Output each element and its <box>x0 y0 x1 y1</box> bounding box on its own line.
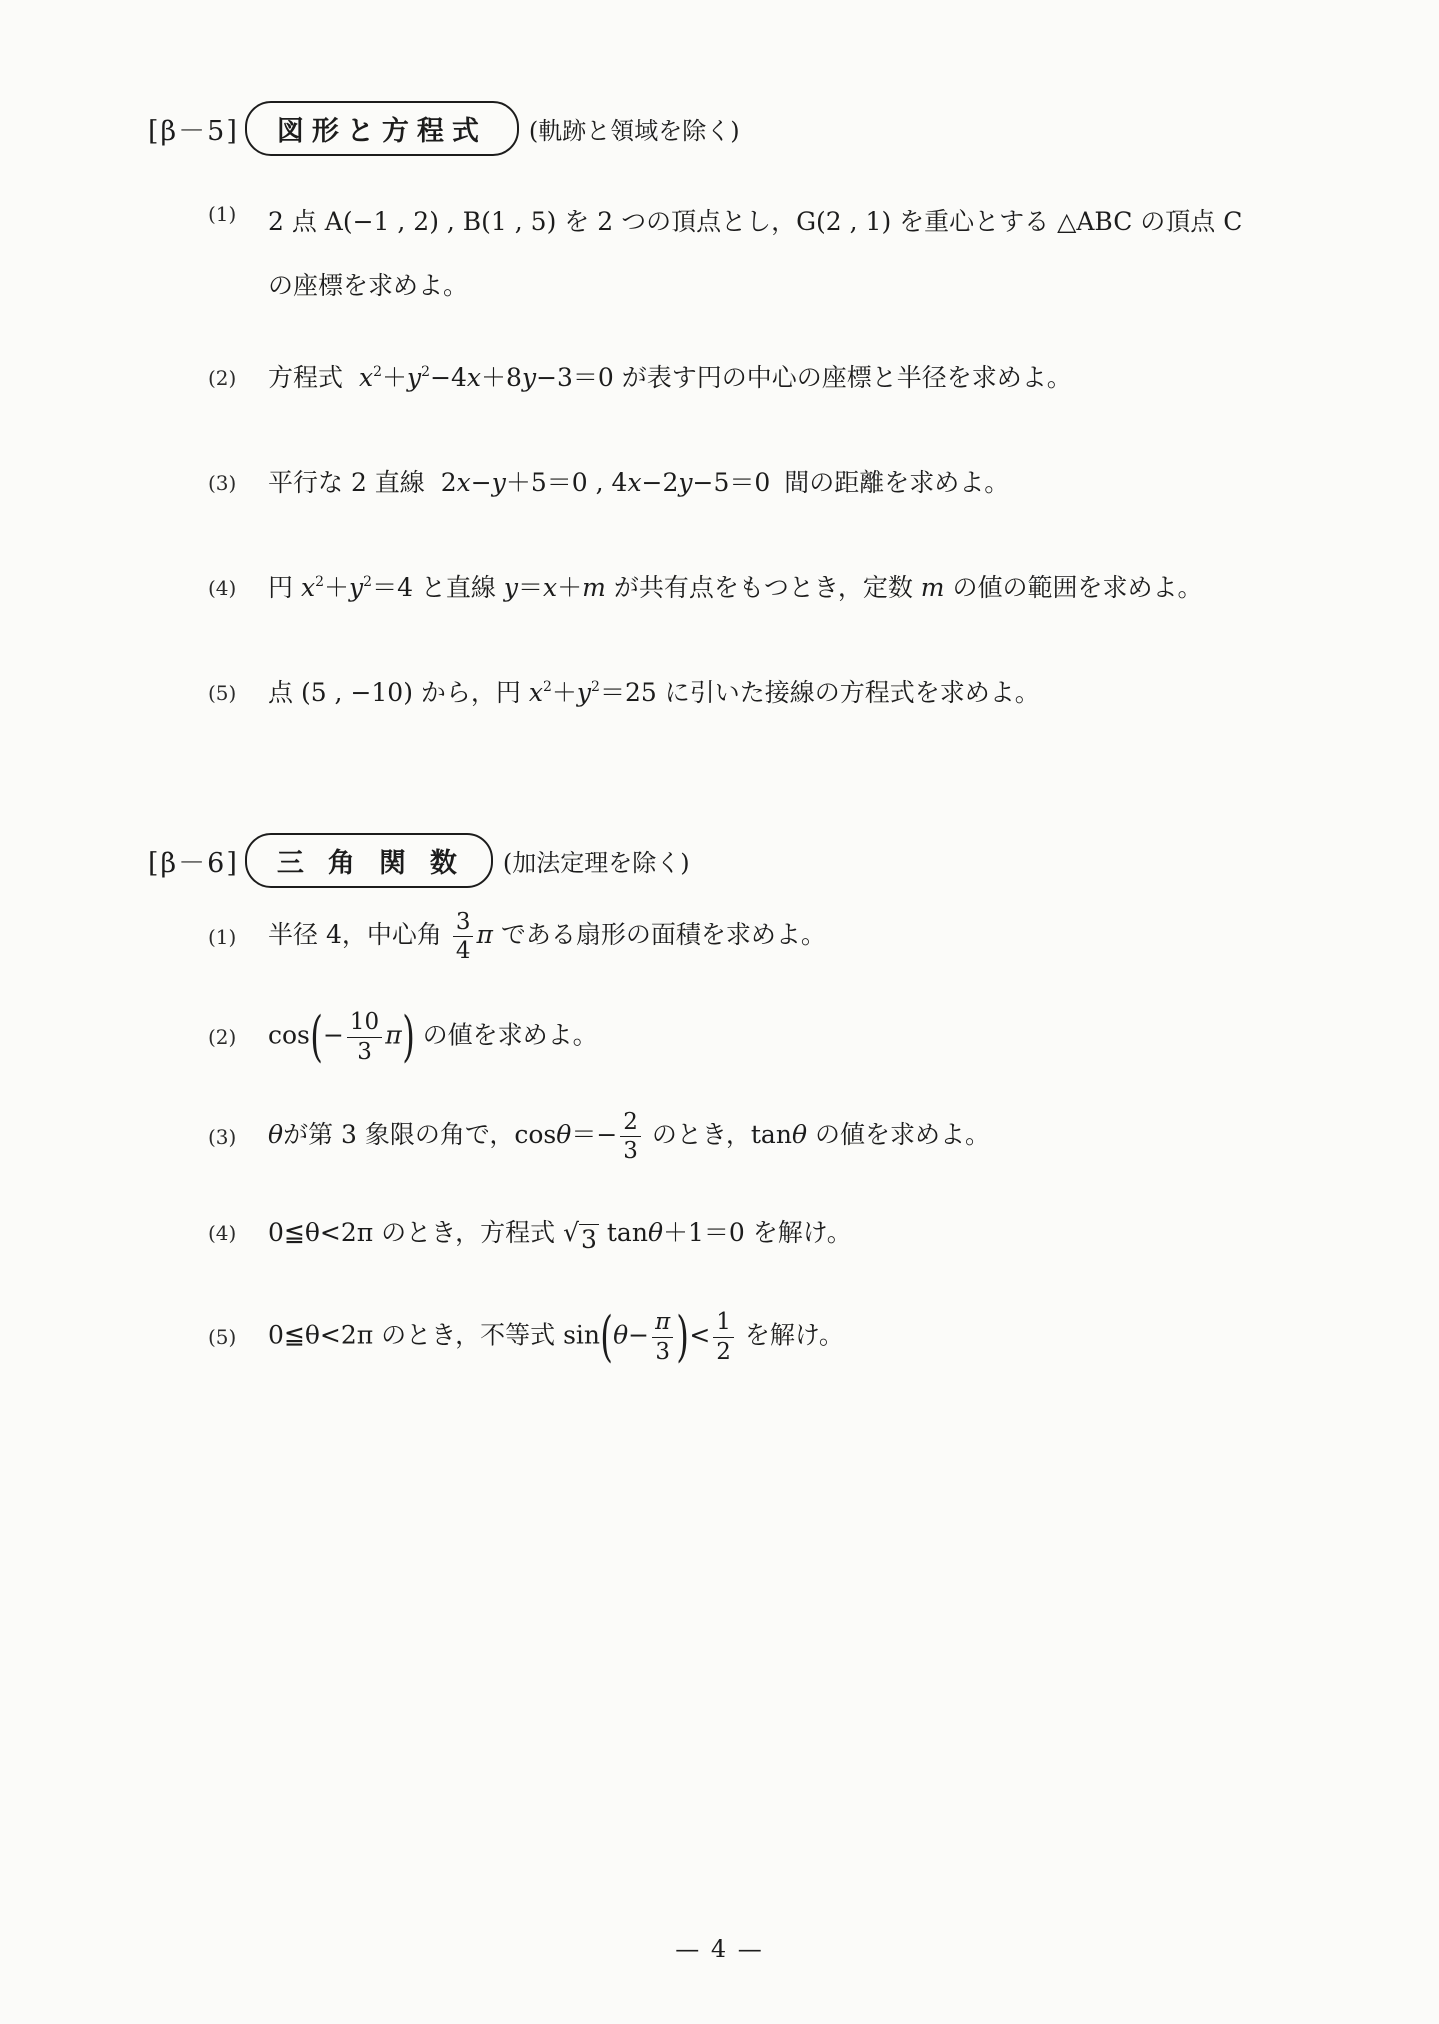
problem-6-1 <box>208 910 1318 963</box>
problem-number: (1) <box>208 202 237 226</box>
problem-text: 0≦θ<2π のとき，不等式 sin(θ− $\frac{\pi}{3}$ )< $\frac{1}{2}$ を解け。 <box>268 1305 844 1368</box>
problem-number: (3) <box>208 1124 237 1149</box>
problem-5-5 <box>208 670 1318 715</box>
section-title-badge: 図形と方程式 <box>245 101 519 156</box>
problem-6-5 <box>208 1305 1318 1368</box>
problem-5-2 <box>208 355 1318 400</box>
problem-number: (5) <box>208 1325 237 1349</box>
section-note: (軌跡と領域を除く) <box>528 116 740 145</box>
problem-text: θが第 3 象限の角で，cosθ＝− $\frac{2}{3}$ のとき，tanθ の値を求めよ。 <box>268 1109 990 1165</box>
problem-6-2 <box>208 1005 1318 1068</box>
problem-text-line: の座標を求めよ。 <box>268 270 469 300</box>
page-number: — 4 — <box>675 1935 764 1963</box>
section-label: [β－5] <box>148 115 239 147</box>
problem-text: 0≦θ<2π のとき，方程式 √ 3 tanθ＋1＝0 を解け。 <box>268 1210 1318 1255</box>
problem-text: 平行な 2 直線 2x−y＋5＝0 , 4x−2y−5＝0 間の距離を求めよ。 <box>268 468 1010 497</box>
problem-5-1 <box>208 190 1318 318</box>
problem-number: (5) <box>208 680 237 705</box>
section-header-beta5 <box>148 100 740 156</box>
section-header-beta6 <box>148 832 690 888</box>
section-title-badge: 三角関数 <box>245 833 493 888</box>
problem-number: (4) <box>208 575 237 600</box>
problem-text: 半径 4，中心角 $\frac{3}{4}$ π である扇形の面積を求めよ。 <box>268 909 826 965</box>
problem-text: 方程式 $x^2+y^2-4x+8y-3=0$ が表す円の中心の座標と半径を求めよ。 <box>268 363 1072 392</box>
problem-number: (2) <box>208 365 237 390</box>
sqrt-symbol: √ 3 <box>563 1218 597 1254</box>
problem-5-4 <box>208 565 1318 610</box>
problem-number: (4) <box>208 1220 237 1245</box>
problem-number: (2) <box>208 1025 237 1049</box>
problem-text: 点 (5 , −10) から，円 $x^2+y^2=25$ に引いた接線の方程式を求めよ。 <box>268 678 1040 707</box>
problem-6-3 <box>208 1110 1318 1163</box>
section-note: (加法定理を除く) <box>502 848 690 877</box>
problem-text: 円 $x^2+y^2=4$ と直線 y＝x＋m が共有点をもつとき，定数 m の値の範囲を求めよ。 <box>268 573 1203 602</box>
problem-text: cos(− $\frac{10}{3}$ π) の値を求めよ。 <box>268 1005 598 1068</box>
problem-6-4 <box>208 1210 1318 1255</box>
problem-number: (1) <box>208 924 237 949</box>
problem-number: (3) <box>208 470 237 495</box>
section-label: [β－6] <box>148 847 239 879</box>
problem-text-line: 2 点 A(−1 , 2) , B(1 , 5) を 2 つの頂点とし，G(2 , 1) を重心とする △ABC の頂点 C <box>268 207 1243 236</box>
problem-5-3 <box>208 460 1318 505</box>
